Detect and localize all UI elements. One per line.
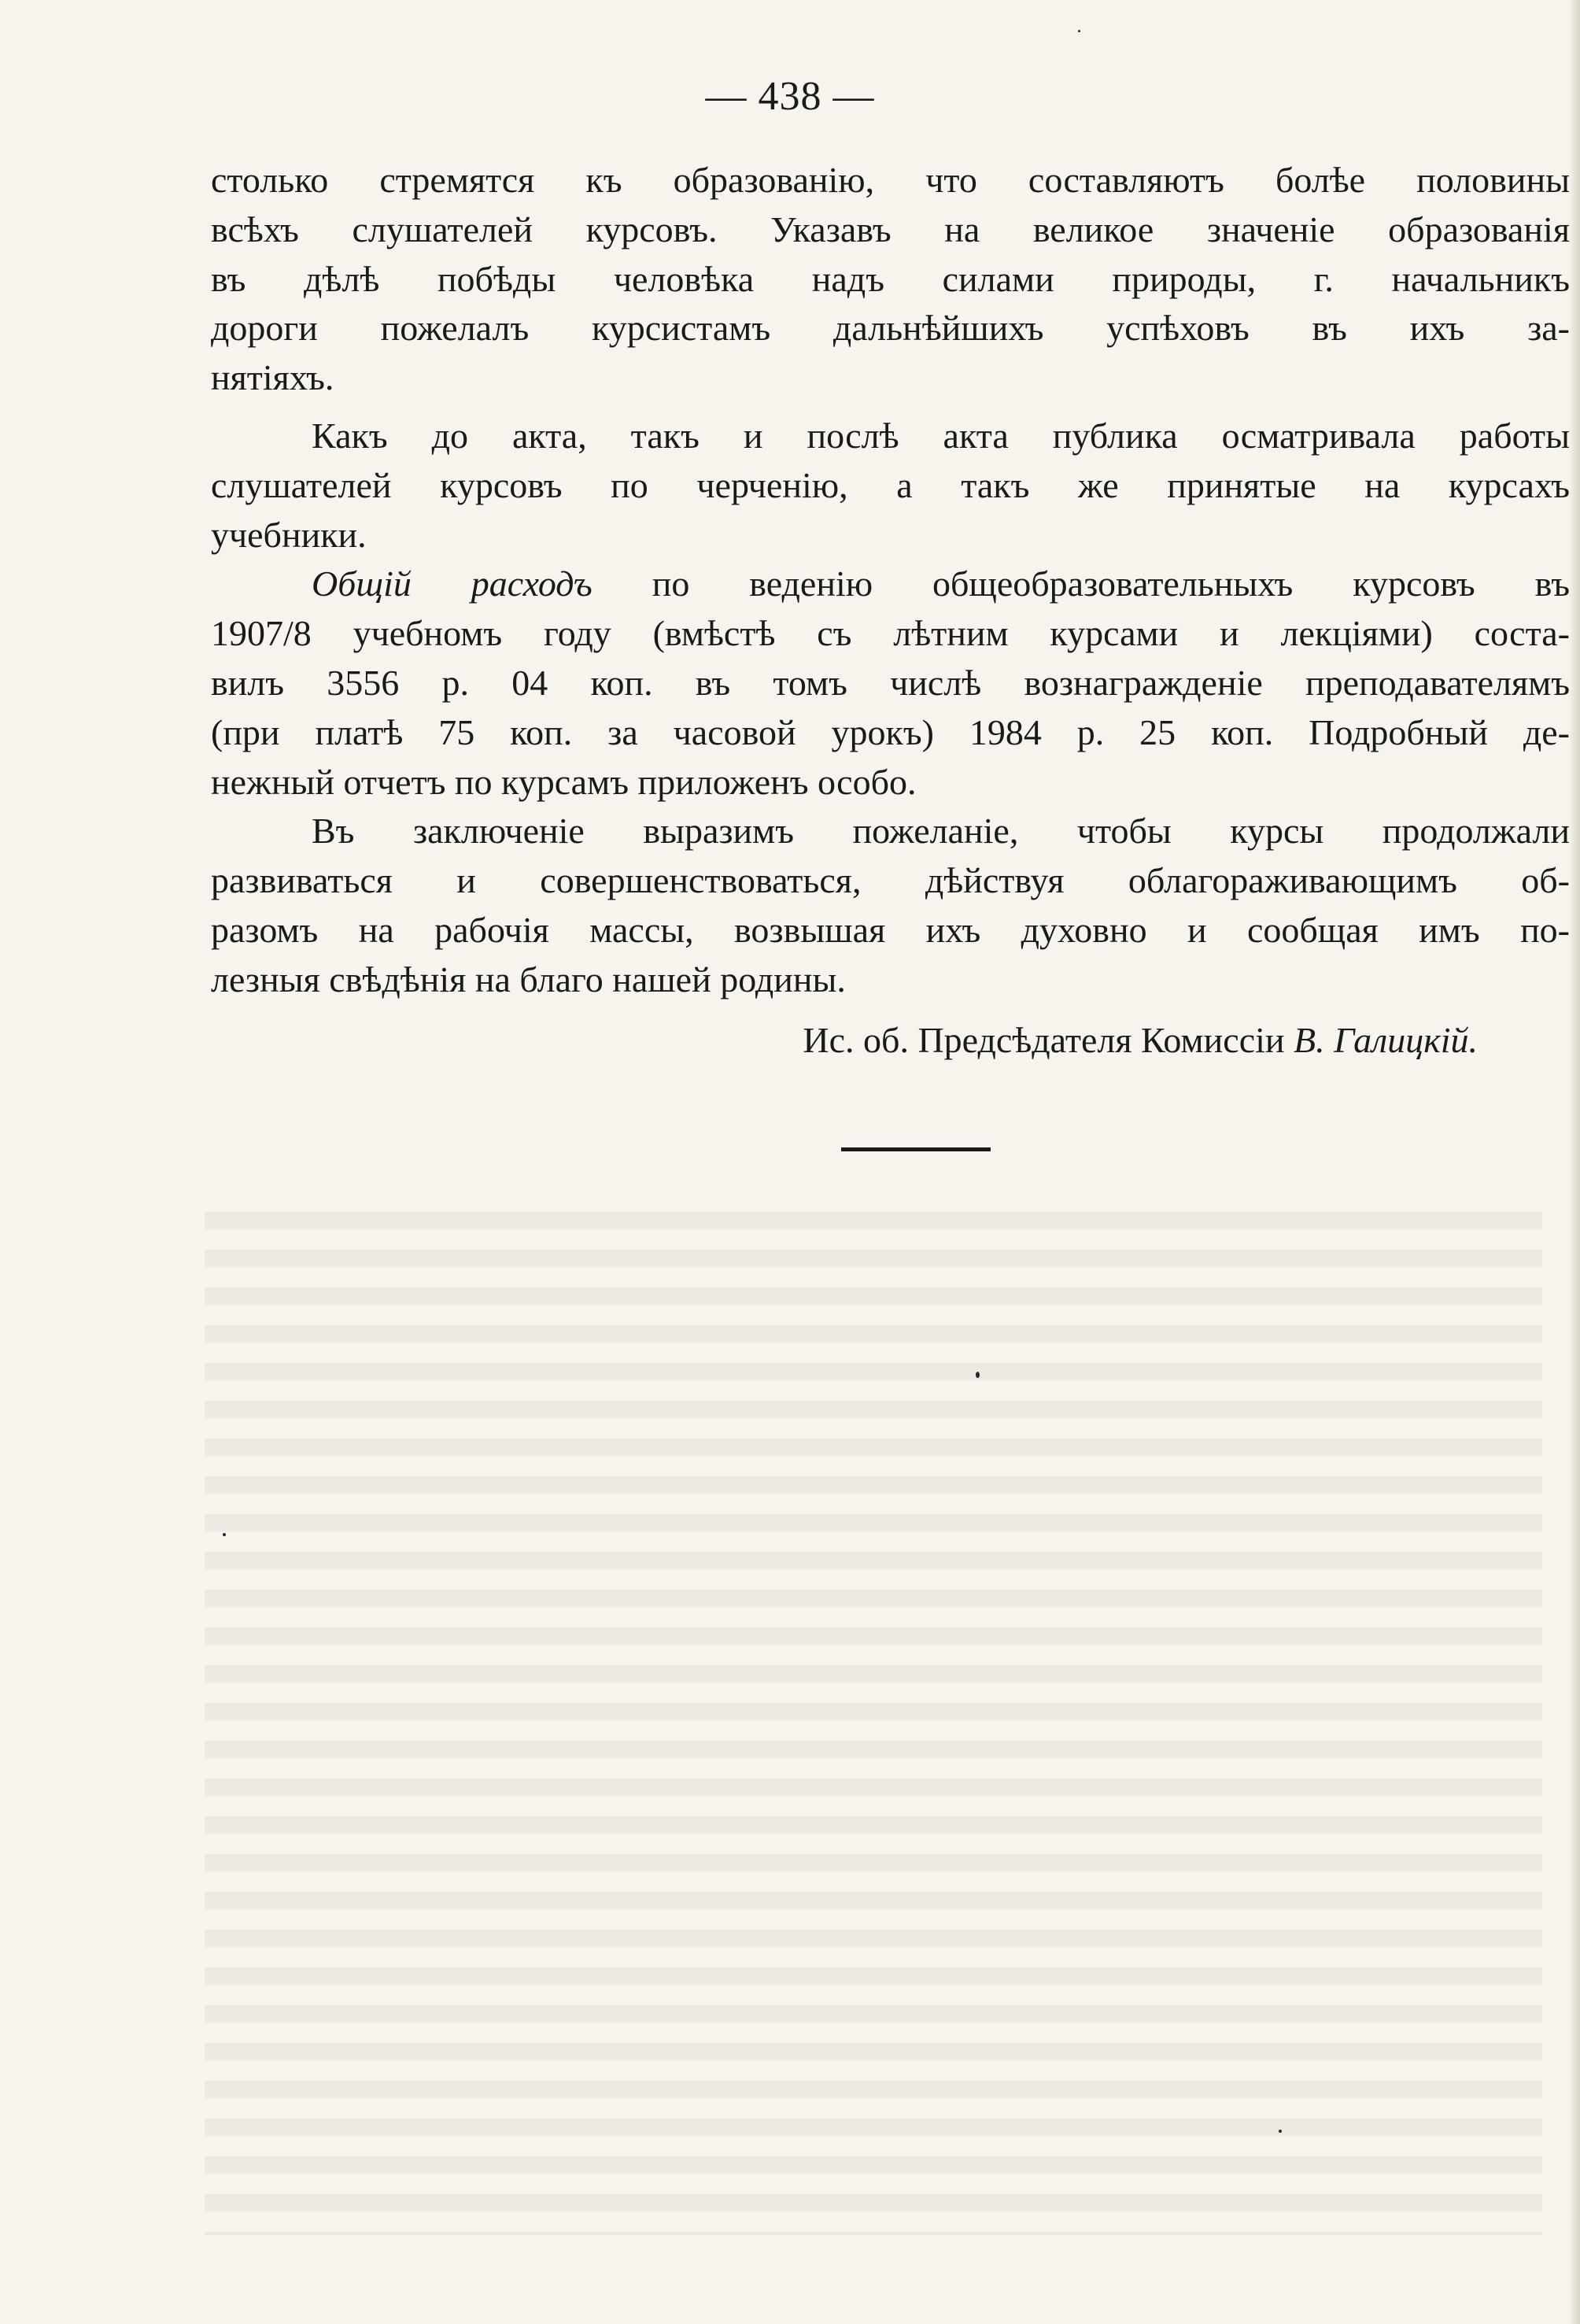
- text-line: всѣхъ слушателей курсовъ. Указавъ на великое значеніе образованія: [211, 209, 1570, 249]
- text-line: учебники.: [211, 514, 367, 555]
- text-line: лезныя свѣдѣнія на благо нашей родины.: [211, 959, 846, 999]
- end-rule-divider: [841, 1147, 991, 1151]
- signature-name: В. Галицкій.: [1294, 1020, 1478, 1060]
- paragraph-2: [211, 412, 1570, 560]
- text-line: дороги пожелалъ курсистамъ дальнѣйшихъ успѣховъ въ ихъ за-: [211, 308, 1570, 349]
- signature: [803, 1017, 1478, 1064]
- text-line: нятіяхъ.: [211, 357, 334, 398]
- paragraph-1: [211, 156, 1570, 403]
- text-line: слушателей курсовъ по черченію, а такъ же принятые на курсахъ: [211, 464, 1570, 505]
- signature-title: Ис. об. Предсѣдателя Комиссіи: [803, 1020, 1294, 1060]
- text-line: развиваться и совершенствоваться, дѣйствуя облагораживающимъ об-: [211, 860, 1570, 901]
- text-line: въ дѣлѣ побѣды человѣка надъ силами природы, г. начальникъ: [211, 258, 1570, 299]
- ink-speck: [223, 1533, 226, 1536]
- text-line: Какъ до акта, такъ и послѣ акта публика осматривала работы: [312, 415, 1570, 456]
- page-edge-shadow: [1569, 0, 1580, 2324]
- text-line: столько стремятся къ образованію, что составляютъ болѣе половины: [211, 160, 1570, 200]
- text-fragment: по веденію общеобразовательныхъ курсовъ въ: [592, 563, 1570, 604]
- text-line: нежный отчетъ по курсамъ приложенъ особо.: [211, 761, 917, 802]
- ink-speck: [1279, 2130, 1282, 2133]
- ink-speck: [1078, 30, 1080, 32]
- bleed-through-texture: [205, 1212, 1542, 2235]
- text-line: [211, 560, 1570, 609]
- body-text: [211, 156, 1570, 1005]
- italic-lead: Общій расходъ: [312, 563, 592, 604]
- paragraph-4: [211, 807, 1570, 1004]
- text-line: вилъ 3556 р. 04 коп. въ томъ числѣ вознагражденіе преподавателямъ: [211, 662, 1570, 703]
- text-line: Въ заключеніе выразимъ пожеланіе, чтобы курсы продолжали: [312, 811, 1570, 852]
- text-line: разомъ на рабочія массы, возвышая ихъ духовно и сообщая имъ по-: [211, 909, 1570, 950]
- page-number: — 438 —: [705, 74, 875, 119]
- ink-speck: [976, 1372, 980, 1378]
- paragraph-3: [211, 560, 1570, 807]
- text-line: (при платѣ 75 коп. за часовой урокъ) 1984 р. 25 коп. Подробный де-: [211, 711, 1570, 752]
- text-line: 1907/8 учебномъ году (вмѣстѣ съ лѣтним курсами и лекціями) соста-: [211, 613, 1570, 654]
